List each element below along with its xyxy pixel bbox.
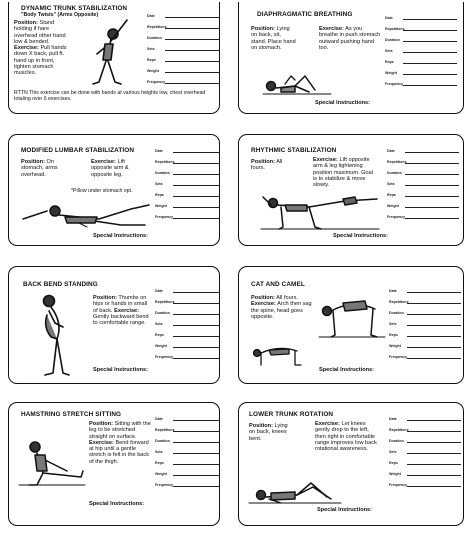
- field-line[interactable]: [405, 152, 459, 153]
- field-label: Sets: [155, 182, 163, 186]
- field-date: [147, 8, 219, 19]
- tracking-fields: [387, 143, 459, 220]
- exercise-illustration: [261, 62, 333, 98]
- field-line[interactable]: [173, 475, 220, 476]
- field-label: Duration: [147, 36, 162, 40]
- field-weight: [385, 65, 457, 76]
- field-repetitions: [155, 294, 220, 305]
- field-label: Reps: [385, 60, 394, 64]
- field-repetitions: [155, 422, 220, 433]
- position-label: Position:: [89, 421, 113, 427]
- field-label: Repetitions: [387, 160, 407, 164]
- field-label: Sets: [155, 322, 163, 326]
- field-reps: [385, 54, 457, 65]
- card-instructions: [251, 159, 287, 172]
- field-line[interactable]: [407, 486, 461, 487]
- tracking-fields: [389, 411, 461, 488]
- field-frequency: [155, 477, 220, 488]
- field-label: Frequency: [387, 215, 406, 219]
- field-label: Date: [155, 417, 163, 421]
- field-label: Sets: [389, 322, 397, 326]
- hamstring-figure: [17, 433, 87, 495]
- exercise-text: Pull hands down X back, pull ft. hand up in front, tighten stomach muscles.: [14, 45, 67, 77]
- field-repetitions: [389, 422, 461, 433]
- card-title: RHYTHMIC STABILIZATION: [251, 147, 337, 154]
- field-line[interactable]: [173, 442, 220, 443]
- field-sets: [385, 43, 457, 54]
- special-instructions-label: Special Instructions:: [333, 233, 389, 239]
- field-date: [155, 283, 220, 294]
- exercise-card-rhythmic-stabilization: [238, 134, 464, 246]
- field-label: Weight: [147, 69, 159, 73]
- field-reps: [147, 52, 219, 63]
- exercise-text: Bend forward at hip until a gentle stretch is felt in the back of the thigh.: [89, 439, 150, 465]
- card-note: *Pillow under stomach opt.: [71, 188, 133, 194]
- field-label: Weight: [389, 472, 401, 476]
- exercise-label: Exercise:: [313, 157, 338, 163]
- position-label: Position:: [251, 26, 275, 32]
- field-line[interactable]: [407, 303, 461, 304]
- field-label: Weight: [155, 344, 167, 348]
- field-duration: [147, 30, 219, 41]
- field-date: [389, 411, 461, 422]
- field-duration: [389, 433, 461, 444]
- exercise-card-back-bend-standing: [8, 266, 220, 384]
- field-line[interactable]: [405, 218, 459, 219]
- position-label: Position:: [251, 159, 275, 165]
- field-line[interactable]: [173, 163, 220, 164]
- field-label: Reps: [387, 193, 396, 197]
- field-sets: [155, 444, 220, 455]
- field-weight: [147, 63, 219, 74]
- field-line[interactable]: [173, 303, 220, 304]
- card-instructions-exercise: [319, 26, 381, 51]
- field-weight: [155, 198, 220, 209]
- field-label: Duration: [389, 311, 404, 315]
- field-label: Frequency: [155, 355, 174, 359]
- field-label: Repetitions: [155, 300, 175, 304]
- field-label: Repetitions: [385, 27, 405, 31]
- card-instructions: [93, 295, 151, 326]
- field-line[interactable]: [407, 464, 461, 465]
- field-reps: [155, 327, 220, 338]
- trunk-rotation-figure: [247, 473, 343, 507]
- field-date: [155, 411, 220, 422]
- field-label: Duration: [155, 439, 170, 443]
- field-line[interactable]: [165, 28, 219, 29]
- exercise-text: Lift opposite arm & leg tightening position maximum. Goal is to stabilize & move slowly.: [313, 157, 373, 189]
- field-label: Weight: [389, 344, 401, 348]
- field-label: Repetitions: [155, 428, 175, 432]
- field-line[interactable]: [165, 17, 219, 18]
- body-twist-figure: [77, 14, 139, 88]
- position-text: Sitting with the leg to be stretched straight on surface.: [89, 421, 151, 440]
- field-label: Duration: [155, 311, 170, 315]
- field-duration: [155, 433, 220, 444]
- field-line[interactable]: [403, 52, 457, 53]
- exercise-label: Exercise:: [91, 159, 116, 165]
- field-line[interactable]: [407, 431, 461, 432]
- field-sets: [155, 316, 220, 327]
- exercise-text: Arch then sag the spine, head goes opposite.: [251, 301, 312, 320]
- field-label: Reps: [155, 461, 164, 465]
- field-label: Weight: [155, 472, 167, 476]
- exercise-illustration-secondary: [249, 343, 309, 367]
- field-label: Duration: [387, 171, 402, 175]
- field-weight: [389, 338, 461, 349]
- field-reps: [389, 455, 461, 466]
- field-line[interactable]: [173, 358, 220, 359]
- exercise-card-cat-and-camel: [238, 266, 464, 384]
- field-frequency: [147, 74, 219, 85]
- position-label: Position:: [251, 295, 275, 301]
- field-duration: [155, 165, 220, 176]
- field-line[interactable]: [407, 336, 461, 337]
- field-label: Repetitions: [389, 300, 409, 304]
- field-duration: [389, 305, 461, 316]
- field-frequency: [385, 76, 457, 87]
- field-line[interactable]: [403, 85, 457, 86]
- exercise-card-lower-trunk-rotation: [238, 402, 464, 526]
- exercise-illustration: [17, 433, 87, 495]
- field-repetitions: [389, 294, 461, 305]
- exercise-illustration: [247, 473, 343, 507]
- tracking-fields: [385, 10, 457, 87]
- field-line[interactable]: [407, 314, 461, 315]
- field-line[interactable]: [173, 152, 220, 153]
- card-instructions: [251, 26, 297, 51]
- field-line[interactable]: [173, 453, 220, 454]
- field-line[interactable]: [407, 325, 461, 326]
- field-label: Sets: [387, 182, 395, 186]
- field-weight: [389, 466, 461, 477]
- field-line[interactable]: [165, 61, 219, 62]
- position-text: All fours.: [276, 295, 298, 301]
- field-line[interactable]: [165, 50, 219, 51]
- field-label: Frequency: [389, 483, 408, 487]
- exercise-label: Exercise:: [315, 421, 340, 427]
- position-label: Position:: [93, 295, 117, 301]
- field-weight: [155, 338, 220, 349]
- field-line[interactable]: [403, 63, 457, 64]
- exercise-illustration: [317, 281, 387, 341]
- field-label: Date: [387, 149, 395, 153]
- field-line[interactable]: [165, 39, 219, 40]
- card-title: LOWER TRUNK ROTATION: [249, 411, 334, 418]
- field-sets: [155, 176, 220, 187]
- special-instructions-label: Special Instructions:: [319, 367, 375, 373]
- field-line[interactable]: [173, 464, 220, 465]
- field-reps: [389, 327, 461, 338]
- field-repetitions: [387, 154, 459, 165]
- field-line[interactable]: [173, 314, 220, 315]
- lumbar-figure: [21, 197, 151, 231]
- card-title: MODIFIED LUMBAR STABILIZATION: [21, 147, 135, 154]
- field-sets: [147, 41, 219, 52]
- field-label: Weight: [387, 204, 399, 208]
- exercise-illustration: [21, 197, 151, 231]
- field-label: Sets: [389, 450, 397, 454]
- field-label: Frequency: [389, 355, 408, 359]
- field-line[interactable]: [407, 358, 461, 359]
- field-label: Date: [389, 417, 397, 421]
- field-duration: [385, 32, 457, 43]
- field-date: [389, 283, 461, 294]
- exercise-card-diaphragmatic-breathing: [238, 2, 464, 114]
- field-line[interactable]: [173, 431, 220, 432]
- exercise-text: Lift opposite arm & opposite leg.: [91, 159, 129, 178]
- field-label: Date: [147, 14, 155, 18]
- field-repetitions: [155, 154, 220, 165]
- field-sets: [389, 444, 461, 455]
- field-weight: [155, 466, 220, 477]
- field-repetitions: [147, 19, 219, 30]
- field-reps: [155, 187, 220, 198]
- field-label: Date: [389, 289, 397, 293]
- tracking-fields: [155, 283, 220, 360]
- cat-camel-figure-small: [249, 343, 309, 367]
- rhythmic-figure: [259, 193, 381, 231]
- field-line[interactable]: [407, 292, 461, 293]
- field-frequency: [387, 209, 459, 220]
- exercise-label: Exercise:: [14, 45, 39, 52]
- field-label: Date: [155, 289, 163, 293]
- card-instructions: [251, 295, 313, 320]
- field-label: Frequency: [155, 483, 174, 487]
- tracking-fields: [147, 8, 219, 85]
- field-duration: [387, 165, 459, 176]
- field-line[interactable]: [407, 453, 461, 454]
- field-frequency: [155, 209, 220, 220]
- field-line[interactable]: [405, 196, 459, 197]
- field-line[interactable]: [173, 292, 220, 293]
- field-line[interactable]: [173, 218, 220, 219]
- field-label: Reps: [389, 333, 398, 337]
- position-text: Lying on back, knees bent.: [249, 423, 288, 442]
- field-sets: [389, 316, 461, 327]
- field-sets: [387, 176, 459, 187]
- exercise-card-dynamic-trunk-stabilization: [8, 2, 220, 114]
- field-label: Weight: [155, 204, 167, 208]
- field-label: Reps: [147, 58, 156, 62]
- exercise-card-hamstring-stretch-sitting: [8, 402, 220, 526]
- exercise-label: Exercise:: [319, 26, 344, 32]
- card-instructions: [14, 20, 70, 77]
- field-line[interactable]: [173, 420, 220, 421]
- field-label: Reps: [155, 193, 164, 197]
- exercise-text: As you breathe in push stomach outward pushing hand too.: [319, 26, 381, 51]
- field-frequency: [389, 349, 461, 360]
- card-instructions-exercise: [91, 159, 141, 178]
- field-date: [387, 143, 459, 154]
- field-label: Reps: [389, 461, 398, 465]
- position-text: Thumbs on hips or hands in small of back.: [93, 295, 148, 314]
- field-line[interactable]: [405, 185, 459, 186]
- field-label: Date: [385, 16, 393, 20]
- field-reps: [387, 187, 459, 198]
- field-line[interactable]: [173, 347, 220, 348]
- tracking-fields: [155, 143, 220, 220]
- card-subtitle: "Body Twists" (Arms Opposite): [21, 12, 99, 18]
- field-label: Duration: [155, 171, 170, 175]
- position-text: On stomach, arms overhead.: [21, 159, 58, 178]
- field-label: Sets: [385, 49, 393, 53]
- card-title: DIAPHRAGMATIC BREATHING: [257, 11, 353, 18]
- field-label: Weight: [385, 71, 397, 75]
- breathing-figure: [261, 62, 333, 98]
- tracking-fields: [389, 283, 461, 360]
- field-line[interactable]: [173, 185, 220, 186]
- field-line[interactable]: [173, 174, 220, 175]
- field-label: Duration: [385, 38, 400, 42]
- field-label: Repetitions: [147, 25, 167, 29]
- field-line[interactable]: [165, 83, 219, 84]
- field-line[interactable]: [405, 207, 459, 208]
- card-title: BACK BEND STANDING: [23, 281, 98, 288]
- card-instructions: [249, 423, 295, 442]
- field-label: Repetitions: [389, 428, 409, 432]
- field-line[interactable]: [403, 74, 457, 75]
- field-line[interactable]: [173, 486, 220, 487]
- card-instructions: [21, 159, 61, 178]
- field-label: Frequency: [385, 82, 404, 86]
- field-line[interactable]: [405, 163, 459, 164]
- exercise-card-modified-lumbar-stabilization: [8, 134, 220, 246]
- position-text: Lying on back, sit, stand. Place hand on stomach.: [251, 26, 296, 51]
- position-label: Position:: [21, 159, 45, 165]
- field-label: Sets: [155, 450, 163, 454]
- exercise-illustration: [29, 293, 77, 379]
- exercise-illustration: [77, 14, 139, 88]
- card-title: HAMSTRING STRETCH SITTING: [21, 411, 122, 418]
- tracking-fields: [155, 411, 220, 488]
- special-instructions-label: Special Instructions:: [93, 367, 149, 373]
- field-reps: [155, 455, 220, 466]
- special-instructions-label: Special Instructions:: [315, 100, 371, 106]
- field-line[interactable]: [403, 30, 457, 31]
- field-weight: [387, 198, 459, 209]
- card-title: DYNAMIC TRUNK STABILIZATION: [21, 5, 128, 12]
- field-line[interactable]: [173, 325, 220, 326]
- field-label: Date: [155, 149, 163, 153]
- exercise-label: Exercise:: [114, 307, 140, 314]
- field-line[interactable]: [407, 420, 461, 421]
- field-line[interactable]: [405, 174, 459, 175]
- field-line[interactable]: [165, 72, 219, 73]
- field-line[interactable]: [173, 336, 220, 337]
- card-note: RTTN This exercise can be done with bands at various heights low, chest overhead totaling over 6 exercises.: [14, 90, 206, 102]
- field-label: Frequency: [147, 80, 166, 84]
- exercise-illustration: [259, 193, 381, 231]
- field-frequency: [389, 477, 461, 488]
- field-line[interactable]: [403, 19, 457, 20]
- position-text: All fours.: [251, 159, 283, 172]
- field-line[interactable]: [403, 41, 457, 42]
- field-label: Frequency: [155, 215, 174, 219]
- field-date: [385, 10, 457, 21]
- special-instructions-label: Special Instructions:: [89, 501, 145, 507]
- exercise-text: Gently backward bend to comfortable range.: [93, 313, 149, 327]
- special-instructions-label: Special Instructions:: [317, 507, 373, 513]
- field-label: Sets: [147, 47, 155, 51]
- exercise-label: Exercise:: [89, 439, 114, 446]
- card-instructions-exercise: [315, 421, 381, 452]
- position-label: Position:: [249, 423, 273, 429]
- back-bend-figure: [29, 293, 77, 379]
- special-instructions-label: Special Instructions:: [93, 233, 149, 239]
- field-line[interactable]: [407, 442, 461, 443]
- field-line[interactable]: [407, 475, 461, 476]
- field-label: Duration: [389, 439, 404, 443]
- exercise-text: Let knees gently drop to the left, then right in comfortable range improves low back rotational awareness.: [315, 421, 377, 453]
- exercise-label: Exercise:: [251, 301, 276, 308]
- field-line[interactable]: [173, 207, 220, 208]
- position-text: Stand holding if hare overhead other hand low & bended.: [14, 20, 66, 45]
- field-label: Repetitions: [155, 160, 175, 164]
- card-instructions: [89, 421, 151, 465]
- cat-camel-figure: [317, 281, 387, 341]
- field-label: Reps: [155, 333, 164, 337]
- card-instructions-exercise: [313, 157, 377, 188]
- field-duration: [155, 305, 220, 316]
- card-title: CAT AND CAMEL: [251, 281, 305, 288]
- field-line[interactable]: [407, 347, 461, 348]
- field-date: [155, 143, 220, 154]
- field-repetitions: [385, 21, 457, 32]
- field-line[interactable]: [173, 196, 220, 197]
- position-label: Position:: [14, 20, 38, 26]
- field-frequency: [155, 349, 220, 360]
